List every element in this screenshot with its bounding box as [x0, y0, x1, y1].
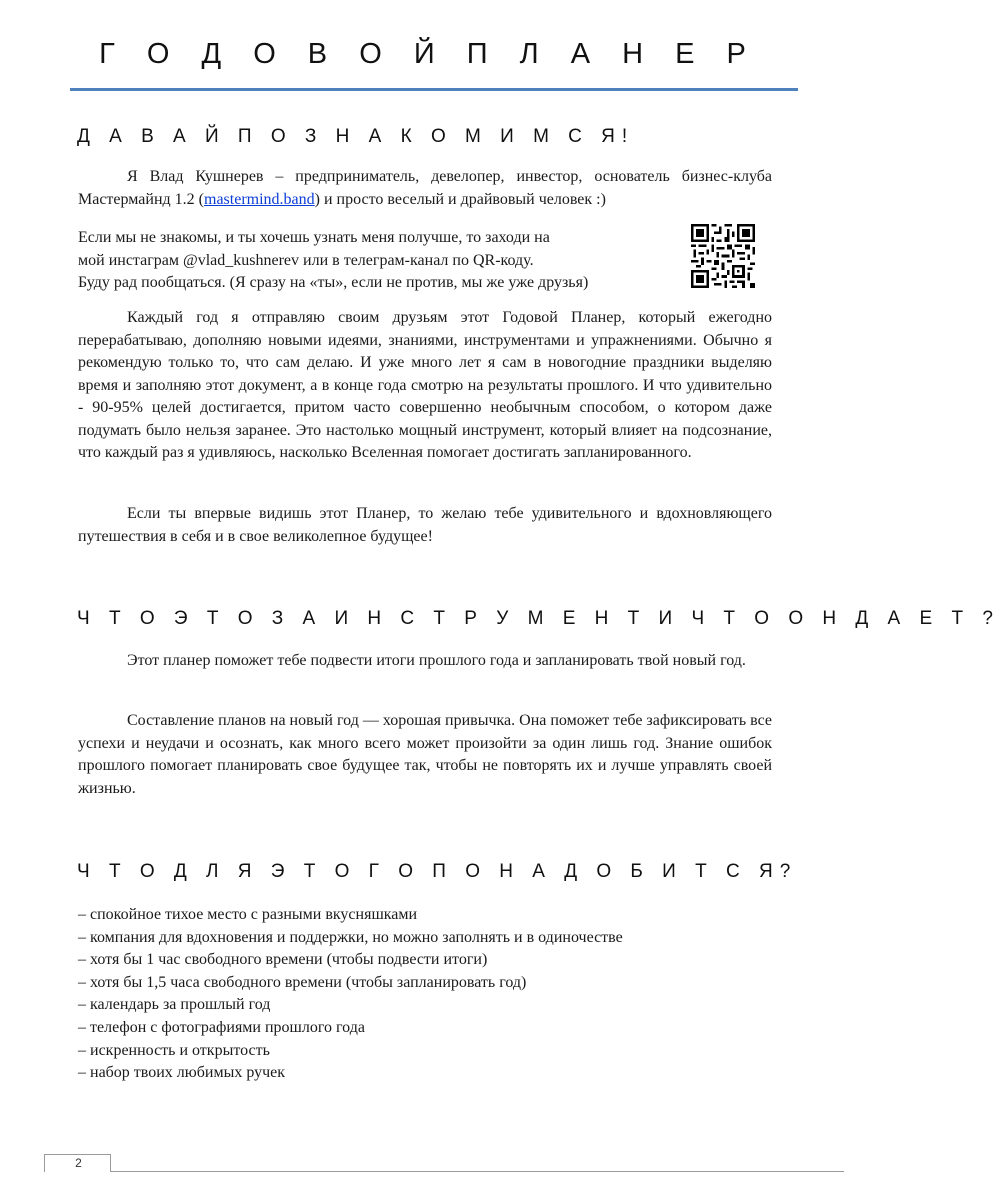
intro-heading: Д А В А Й П О З Н А К О М И М С Я!	[77, 126, 635, 147]
page-title: Г О Д О В О Й П Л А Н Е Р	[99, 38, 758, 70]
intro-paragraph-3: Каждый год я отправляю своим друзьям этот Годовой Планер, который ежегодно перерабатываю, дополняю новыми идеями, знаниями, инструментами и упражнениями. Обычно я рекомендую только то, что сам делаю. И уже много лет я сам в новогодние праздники выделяю время и заполняю этот документ, а в конце года смотрю на результаты прошлого. И что удивительно - 90-95% целей достигается, притом часто совершенно необычным способом, о котором даже подумать было нельзя заранее. Это настолько мощный инструмент, который влияет на подсознание, что каждый раз я удивляюсь, насколько Вселенная помогает достигать запланированного.	[78, 309, 772, 461]
qr-code-icon[interactable]	[691, 224, 755, 288]
tool-heading: Ч Т О Э Т О З А И Н С Т Р У М Е Н Т И Ч Т О О Н Д А Е Т ?	[77, 608, 1000, 629]
intro-p1-text-start: Я Влад Кушнерев – предприниматель, девелопер, инвестор, основатель бизнес-клуба Мастермайнд 1.2 (	[78, 168, 772, 208]
needs-list	[78, 904, 623, 1085]
tool-paragraph-2: Составление планов на новый год — хорошая привычка. Она поможет тебе зафиксировать все успехи и неудачи и осознать, как много всего может произойти за один лишь год. Знание ошибок прошлого помогает планировать свое будущее так, чтобы не повторять их и лучше управлять своей жизнью.	[78, 712, 772, 797]
list-item: – календарь за прошлый год	[78, 996, 271, 1014]
intro-p2-line-2: мой инстаграм @vlad_kushnerev или в телеграм-канал по QR-коду.	[78, 251, 534, 269]
page-number: 2	[75, 1156, 82, 1170]
list-item: – хотя бы 1,5 часа свободного времени (чтобы запланировать год)	[78, 973, 527, 991]
intro-paragraph-1	[78, 166, 772, 211]
needs-heading: Ч Т О Д Л Я Э Т О Г О П О Н А Д О Б И Т С Я?	[77, 861, 798, 882]
intro-paragraph-2	[78, 227, 678, 295]
page-number-tab	[44, 1154, 111, 1172]
intro-p2-line-3: Буду рад пообщаться. (Я сразу на «ты», если не против, мы же уже друзья)	[78, 274, 589, 291]
title-divider	[70, 88, 798, 91]
list-item: – спокойное тихое место с разными вкусняшками	[78, 906, 418, 923]
intro-paragraph-4: Если ты впервые видишь этот Планер, то желаю тебе удивительного и вдохновляющего путешествия в себя и в свое великолепное будущее!	[78, 505, 772, 545]
tool-paragraph-1: Этот планер поможет тебе подвести итоги прошлого года и запланировать твой новый год.	[127, 652, 746, 669]
list-item: – телефон с фотографиями прошлого года	[78, 1018, 365, 1036]
list-item: – искренность и открытость	[78, 1041, 270, 1059]
list-item: – хотя бы 1 час свободного времени (чтобы подвести итоги)	[78, 951, 488, 969]
footer-divider	[44, 1171, 844, 1172]
mastermind-link[interactable]: mastermind.band	[204, 190, 315, 208]
intro-p2-line-1: Если мы не знакомы, и ты хочешь узнать меня получше, то заходи на	[78, 229, 550, 246]
list-item: – набор твоих любимых ручек	[78, 1064, 286, 1082]
list-item: – компания для вдохновения и поддержки, но можно заполнять и в одиночестве	[78, 928, 623, 946]
intro-p1-text-end: ) и просто веселый и драйвовый человек :)	[314, 190, 606, 208]
